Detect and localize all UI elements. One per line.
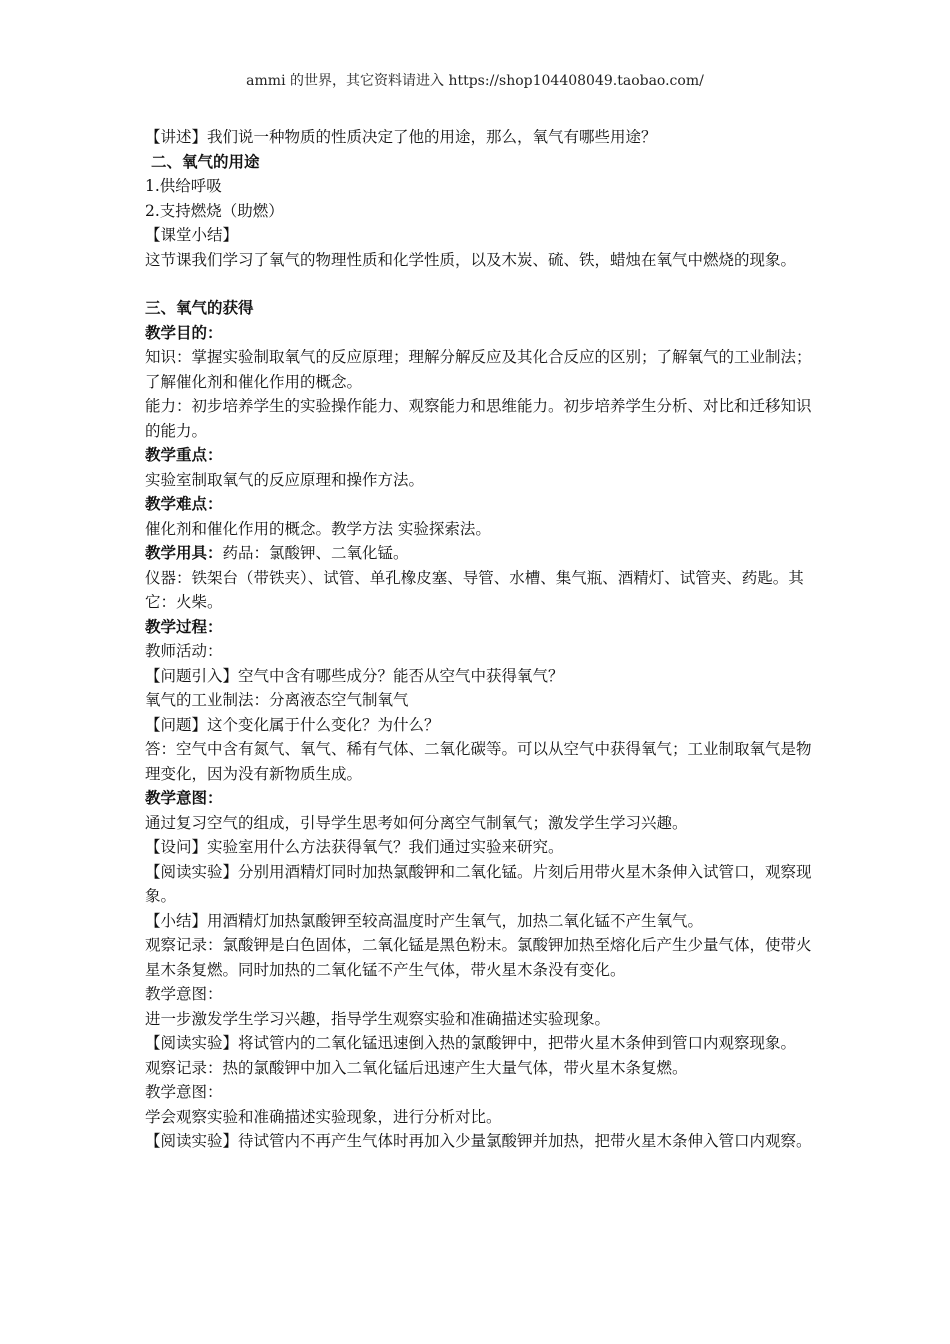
intent-label-1: 教学意图： <box>145 788 223 807</box>
reading-experiment-2: 【阅读实验】将试管内的二氧化锰迅速倒入热的氯酸钾中，把带火星木条伸到管口内观察现象。 <box>145 1034 797 1052</box>
intent-label-2: 教学意图： <box>145 985 223 1003</box>
intent-label-3: 教学意图： <box>145 1083 223 1101</box>
section-heading-uses: 二、氧气的用途 <box>151 151 260 171</box>
summary-text: 这节课我们学习了氧气的物理性质和化学性质，以及木炭、硫、铁，蜡烛在氧气中燃烧的现象。 <box>145 250 797 269</box>
tools-instruments: 仪器：铁架台（带铁夹）、试管、单孔橡皮塞、导管、水槽、集气瓶、酒精灯、试管夹、药匙。其它：火柴。 <box>145 568 804 611</box>
set-question: 【设问】实验室用什么方法获得氧气？我们通过实验来研究。 <box>145 838 564 856</box>
page-header: ammi 的世界，其它资料请进入 https://shop104408049.taobao.com/ <box>246 73 704 89</box>
teacher-activity-label: 教师活动： <box>145 642 223 660</box>
tools-line <box>145 541 815 566</box>
key-point-label: 教学重点： <box>145 445 223 464</box>
goal-knowledge: 知识：掌握实验制取氧气的反应原理；理解分解反应及其化合反应的区别；了解氧气的工业制法；了解催化剂和催化作用的概念。 <box>145 348 812 391</box>
intro-paragraph: 【讲述】我们说一种物质的性质决定了他的用途，那么，氧气有哪些用途？ <box>145 128 657 146</box>
section-heading-obtaining: 三、氧气的获得 <box>145 298 254 317</box>
goal-ability: 能力：初步培养学生的实验操作能力、观察能力和思维能力。初步培养学生分析、对比和迁移知识的能力。 <box>145 397 812 440</box>
question-intro: 【问题引入】空气中含有哪些成分？能否从空气中获得氧气？ <box>145 666 564 685</box>
use-item-1: 1.供给呼吸 <box>145 177 222 195</box>
intent-text-2: 进一步激发学生学习兴趣，指导学生观察实验和准确描述实验现象。 <box>145 1009 611 1028</box>
difficulty-text: 催化剂和催化作用的概念。教学方法 实验探索法。 <box>145 519 491 538</box>
question-change: 【问题】这个变化属于什么变化？为什么？ <box>145 715 440 734</box>
summary-label: 【课堂小结】 <box>145 226 239 244</box>
spacer <box>145 272 815 296</box>
tools-label: 教学用具： <box>145 543 223 562</box>
answer-text: 答：空气中含有氮气、氧气、稀有气体、二氧化碳等。可以从空气中获得氧气；工业制取氧气是物理变化，因为没有新物质生成。 <box>145 740 812 783</box>
tools-drugs: 药品：氯酸钾、二氧化锰。 <box>222 544 409 562</box>
key-point-text: 实验室制取氧气的反应原理和操作方法。 <box>145 470 425 489</box>
reading-experiment-3: 【阅读实验】待试管内不再产生气体时再加入少量氯酸钾并加热，把带火星木条伸入管口内观察。 <box>145 1132 812 1150</box>
mini-summary: 【小结】用酒精灯加热氯酸钾至较高温度时产生氧气，加热二氧化锰不产生氧气。 <box>145 911 704 930</box>
process-label: 教学过程： <box>145 616 223 636</box>
intent-text-1: 通过复习空气的组成，引导学生思考如何分离空气制氧气；激发学生学习兴趣。 <box>145 813 688 832</box>
difficulty-label: 教学难点： <box>145 494 223 513</box>
use-item-2: 2.支持燃烧（助燃） <box>145 201 284 220</box>
goal-label: 教学目的： <box>145 322 223 342</box>
industrial-method: 氧气的工业制法：分离液态空气制氧气 <box>145 691 409 709</box>
observation-record-1: 观察记录：氯酸钾是白色固体，二氧化锰是黑色粉末。氯酸钾加热至熔化后产生少量气体，使带火星木条复燃。同时加热的二氧化锰不产生气体，带火星木条没有变化。 <box>145 936 812 979</box>
document-body <box>145 125 815 1154</box>
observation-record-2: 观察记录：热的氯酸钾中加入二氧化锰后迅速产生大量气体，带火星木条复燃。 <box>145 1058 688 1077</box>
reading-experiment-1: 【阅读实验】分别用酒精灯同时加热氯酸钾和二氧化锰。片刻后用带火星木条伸入试管口，观察现象。 <box>145 862 812 905</box>
intent-text-3: 学会观察实验和准确描述实验现象，进行分析对比。 <box>145 1107 502 1126</box>
